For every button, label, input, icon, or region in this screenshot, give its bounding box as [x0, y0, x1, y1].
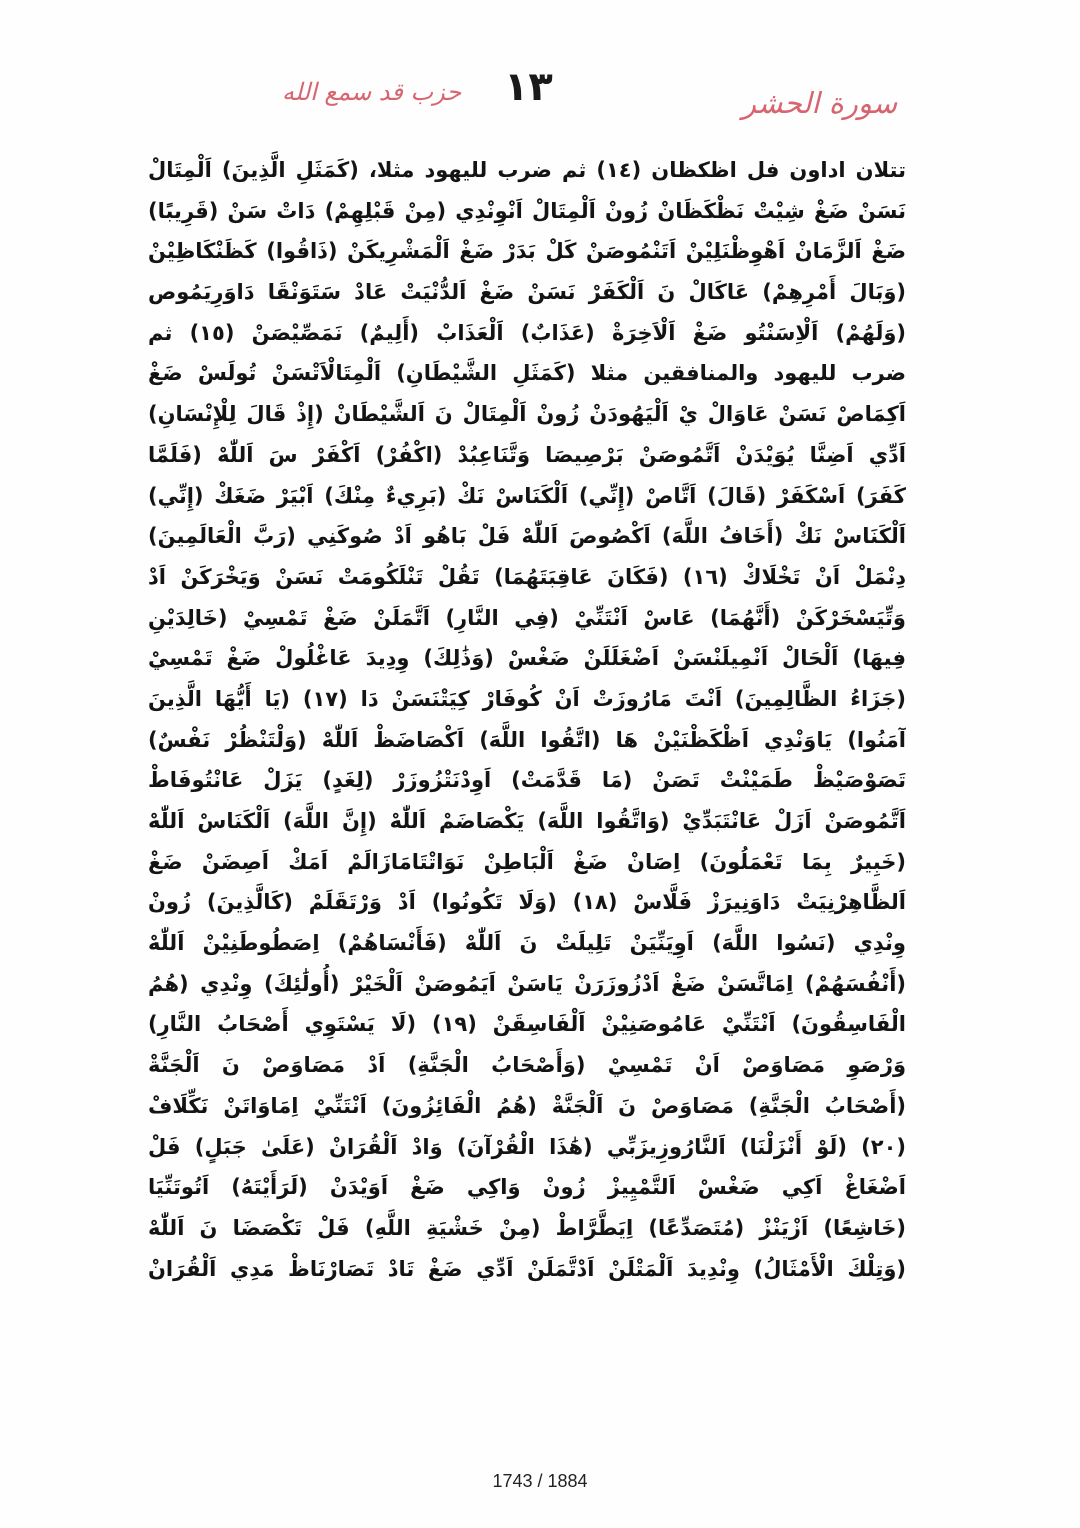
text-line: ضَغْ اَلزَّمَانْ اَهْوِظْنَلِيْنْ اَتَنْمُوصَنْ كَلْ بَدَرْ ضَغْ اَلْمَشْرِيكَنْ (ذَاقُوا) كَظَنْكَاظِيْنْ	[148, 239, 906, 264]
text-line: اَلْكَنَاسْ نَكْ (أَخَافُ اللَّهَ) اَكْصُوصَ اَللّٰهْ فَلْ بَاهُو اَدْ صُوكَنِي (رَبَّ الْعَالَمِينَ)	[148, 524, 906, 549]
text-line: وَتِّيَسْخَرْكَنْ (أَنَّهُمَا) عَاسْ اَنْتَنِّيْ (فِي النَّارِ) اَتَّمَلَنْ ضَغْ تَمْسِيْ (خَالِدَيْنِ	[148, 605, 906, 630]
text-line: (أَصْحَابُ الْجَنَّةِ) مَصَاوَصْ نَ اَلْجَنَّةْ (هُمُ الْفَائِزُونَ) اَنْتَنِّيْ اِمَاوَاتَنْ نَكِّلَافْ	[148, 1093, 906, 1118]
text-line: تتلان اداون فل اظكظان (١٤) ثم ضرب لليهود مثلا، (كَمَثَلِ الَّذِينَ) اَلْمِتَالْ	[148, 158, 906, 182]
text-line: (وَبَالَ أَمْرِهِمْ) عَاكَالْ نَ اَلْكَفَرْ نَسَنْ ضَغْ اَلدُّنْيَتْ عَادْ سَتَوَنْقَا دَاوَرِيَمُوص	[148, 280, 906, 305]
text-line: (جَزَاءُ الظَّالِمِينَ) اَنْتَ مَارُوزَتْ اَنْ كُوفَارْ كِيَتْنَسَنْ دَا (١٧) (يَا أَيُّهَا الَّذِينَ	[148, 686, 906, 711]
text-line: (وَتِلْكَ الْأَمْثَالُ) وِنْدِيدَ اَلْمَتْلَنْ اَدْتَّمَلَنْ اَدِّي ضَغْ تَادْ تَصَارْنَاظْ مَدِي اَلْقُرَانْ	[148, 1256, 906, 1281]
text-line: نَسَنْ ضَغْ شِيْتْ نَظْكَظَانْ زُونْ اَلْمِتَالْ اَنْوِنْدِي (مِنْ قَبْلِهِمْ) دَاتْ سَنْ (قَرِيبًا)	[148, 198, 906, 223]
text-line: آمَنُوا) يَاوَنْدِي اَظْكَظْنَيْنْ هَا (اتَّقُوا اللَّهَ) اَكْصَاضَظْ اَللّٰهْ (وَلْتَنْظُرْ نَفْسٌ)	[148, 727, 906, 752]
text-line: وِنْدِي (نَسُوا اللَّهَ) اَوِيَنِّيَنْ تَلِيلَتْ نَ اَللّٰهْ (فَأَنْسَاهُمْ) اِصَطُوطَنِيْنْ اَللّٰهْ	[148, 931, 906, 956]
text-line: اَلظَّاهِرْنِيَتْ دَاوَنِيرَزْ فَلَّاسْ (١٨) (وَلَا تَكُونُوا) اَدْ وَرْتَقَلَمْ (كَالَّذِينَ) زُونْ	[148, 890, 906, 915]
surah-label: سورة الحشر	[742, 86, 898, 120]
page-number: ١٣	[504, 64, 553, 110]
text-line: فِيهَا) اَلْحَالْ اَنْمِيلَنْسَنْ اَضْغَلَلَنْ ضَغْسْ (وَذَٰلِكَ) وِدِيدَ عَاغْلُولْ ضَغْ تَمْسِيْ	[148, 646, 906, 671]
text-line: الْفَاسِقُونَ) اَنْتَنِّيْ عَامُوصَنِيْنْ اَلْفَاسِقَنْ (١٩) (لَا يَسْتَوِي أَصْحَابُ النَّارِ)	[148, 1012, 906, 1037]
text-line: ضرب لليهود والمنافقين مثلا (كَمَثَلِ الشَّيْطَانِ) اَلْمِتَالْاَتْسَنْ تُولَسْ ضَغْ	[148, 361, 906, 386]
text-line: (٢٠) (لَوْ أَنْزَلْنَا) اَلنَّارُوزِيزَبِّي (هَٰذَا الْقُرْآنَ) وَادْ اَلْقُرَانْ (عَلَىٰ جَبَلٍ) فَلْ	[148, 1134, 906, 1159]
hizb-label: حزب قد سمع الله	[282, 78, 462, 106]
text-line: (خَبِيرٌ بِمَا تَعْمَلُونَ) اِصَانْ ضَغْ اَلْبَاطِنْ نَوَاتْتَامَازَالَمْ اَمَكْ اَصِضَنْ ضَغْ	[148, 849, 906, 874]
text-line: تَصَوْصَيْظْ طَمَيْنْتْ تَصَنْ (مَا قَدَّمَتْ) اَوِدْنَتْزُوزَرْ (لِغَدٍ) يَزَلْ عَانْتُوفَاطْ	[148, 768, 906, 793]
page-counter: 1743 / 1884	[492, 1471, 588, 1491]
text-line: (وَلَهُمْ) اَلْاِسَنْتُو ضَغْ اَلْاَخِرَةْ (عَذَابٌ) اَلْعَذَابْ (أَلِيمٌ) نَمَصِّيْصَنْ (١٥) ثم	[148, 320, 906, 345]
text-line: دِنْمَلْ اَنْ تَخْلَاكْ (١٦) (فَكَانَ عَاقِبَتَهُمَا) تَقُلْ تَنْلَكُومَتْ نَسَنْ وَيَخْرَكَنْ اَدْ	[148, 564, 906, 589]
text-line: (خَاشِعًا) اَزْيَنْزْ (مُتَصَدِّعًا) اِيَطَّرَّاطْ (مِنْ خَشْيَةِ اللَّهِ) فَلْ تَكْصَضَا نَ اَللّٰهْ	[148, 1215, 906, 1240]
text-line: اَكِمَاصْ نَسَنْ عَاوَالْ يْ اَلْيَهُودَنْ زُونْ اَلْمِتَالْ نَ اَلشَّيْطَانْ (إِذْ قَالَ لِلْإِنْسَانِ)	[148, 402, 906, 427]
page-header	[0, 60, 1080, 130]
text-line: كَفَرَ) اَسْكَفَرْ (قَالَ) اَتَّاصْ (إِنِّي) اَلْكَنَاسْ نَكْ (بَرِيءٌ مِنْكَ) اَبْيَرْ ضَغَكْ (إِنِّي)	[148, 483, 906, 508]
text-line: (أَنْفُسَهُمْ) اِمَاتَّسَنْ ضَغْ اَدْزُوزَرَنْ يَاسَنْ اَيَمُوصَنْ اَلْخَيْرْ (أُولَٰئِكَ) وِنْدِي (هُمُ	[148, 971, 906, 996]
text-line: اَدِّي اَضِنَّا يُوَيْدَنْ اَتَّمُوصَنْ بَرْصِيصَا وَتَّنَاعِبُدْ (اكْفُرْ) اَكْفَرْ سَ اَللّٰهْ (فَلَمَّا	[148, 442, 906, 467]
body-text	[148, 150, 906, 1289]
text-line: اَضْغَاغْ اَكِي ضَغْسْ اَلتَّمْيِيزْ زُونْ وَاكِي ضَغْ اَوَيْدَنْ (لَرَأَيْتَهُ) اَتُوتَنِّيَا	[148, 1175, 906, 1200]
text-line: اَتَّمُوصَنْ اَزَلْ عَانْتَبَدِّيْ (وَاتَّقُوا اللَّهَ) يَكْصَاضَمْ اَللّٰهْ (إِنَّ اللَّهَ) اَلْكَنَاسْ اَللّٰهْ	[148, 809, 906, 833]
text-line: وَرْصَوِ مَصَاوَصْ اَنْ تَمْسِيْ (وَأَصْحَابُ الْجَنَّةِ) اَدْ مَصَاوَصْ نَ اَلْجَنَّةْ	[148, 1053, 906, 1078]
